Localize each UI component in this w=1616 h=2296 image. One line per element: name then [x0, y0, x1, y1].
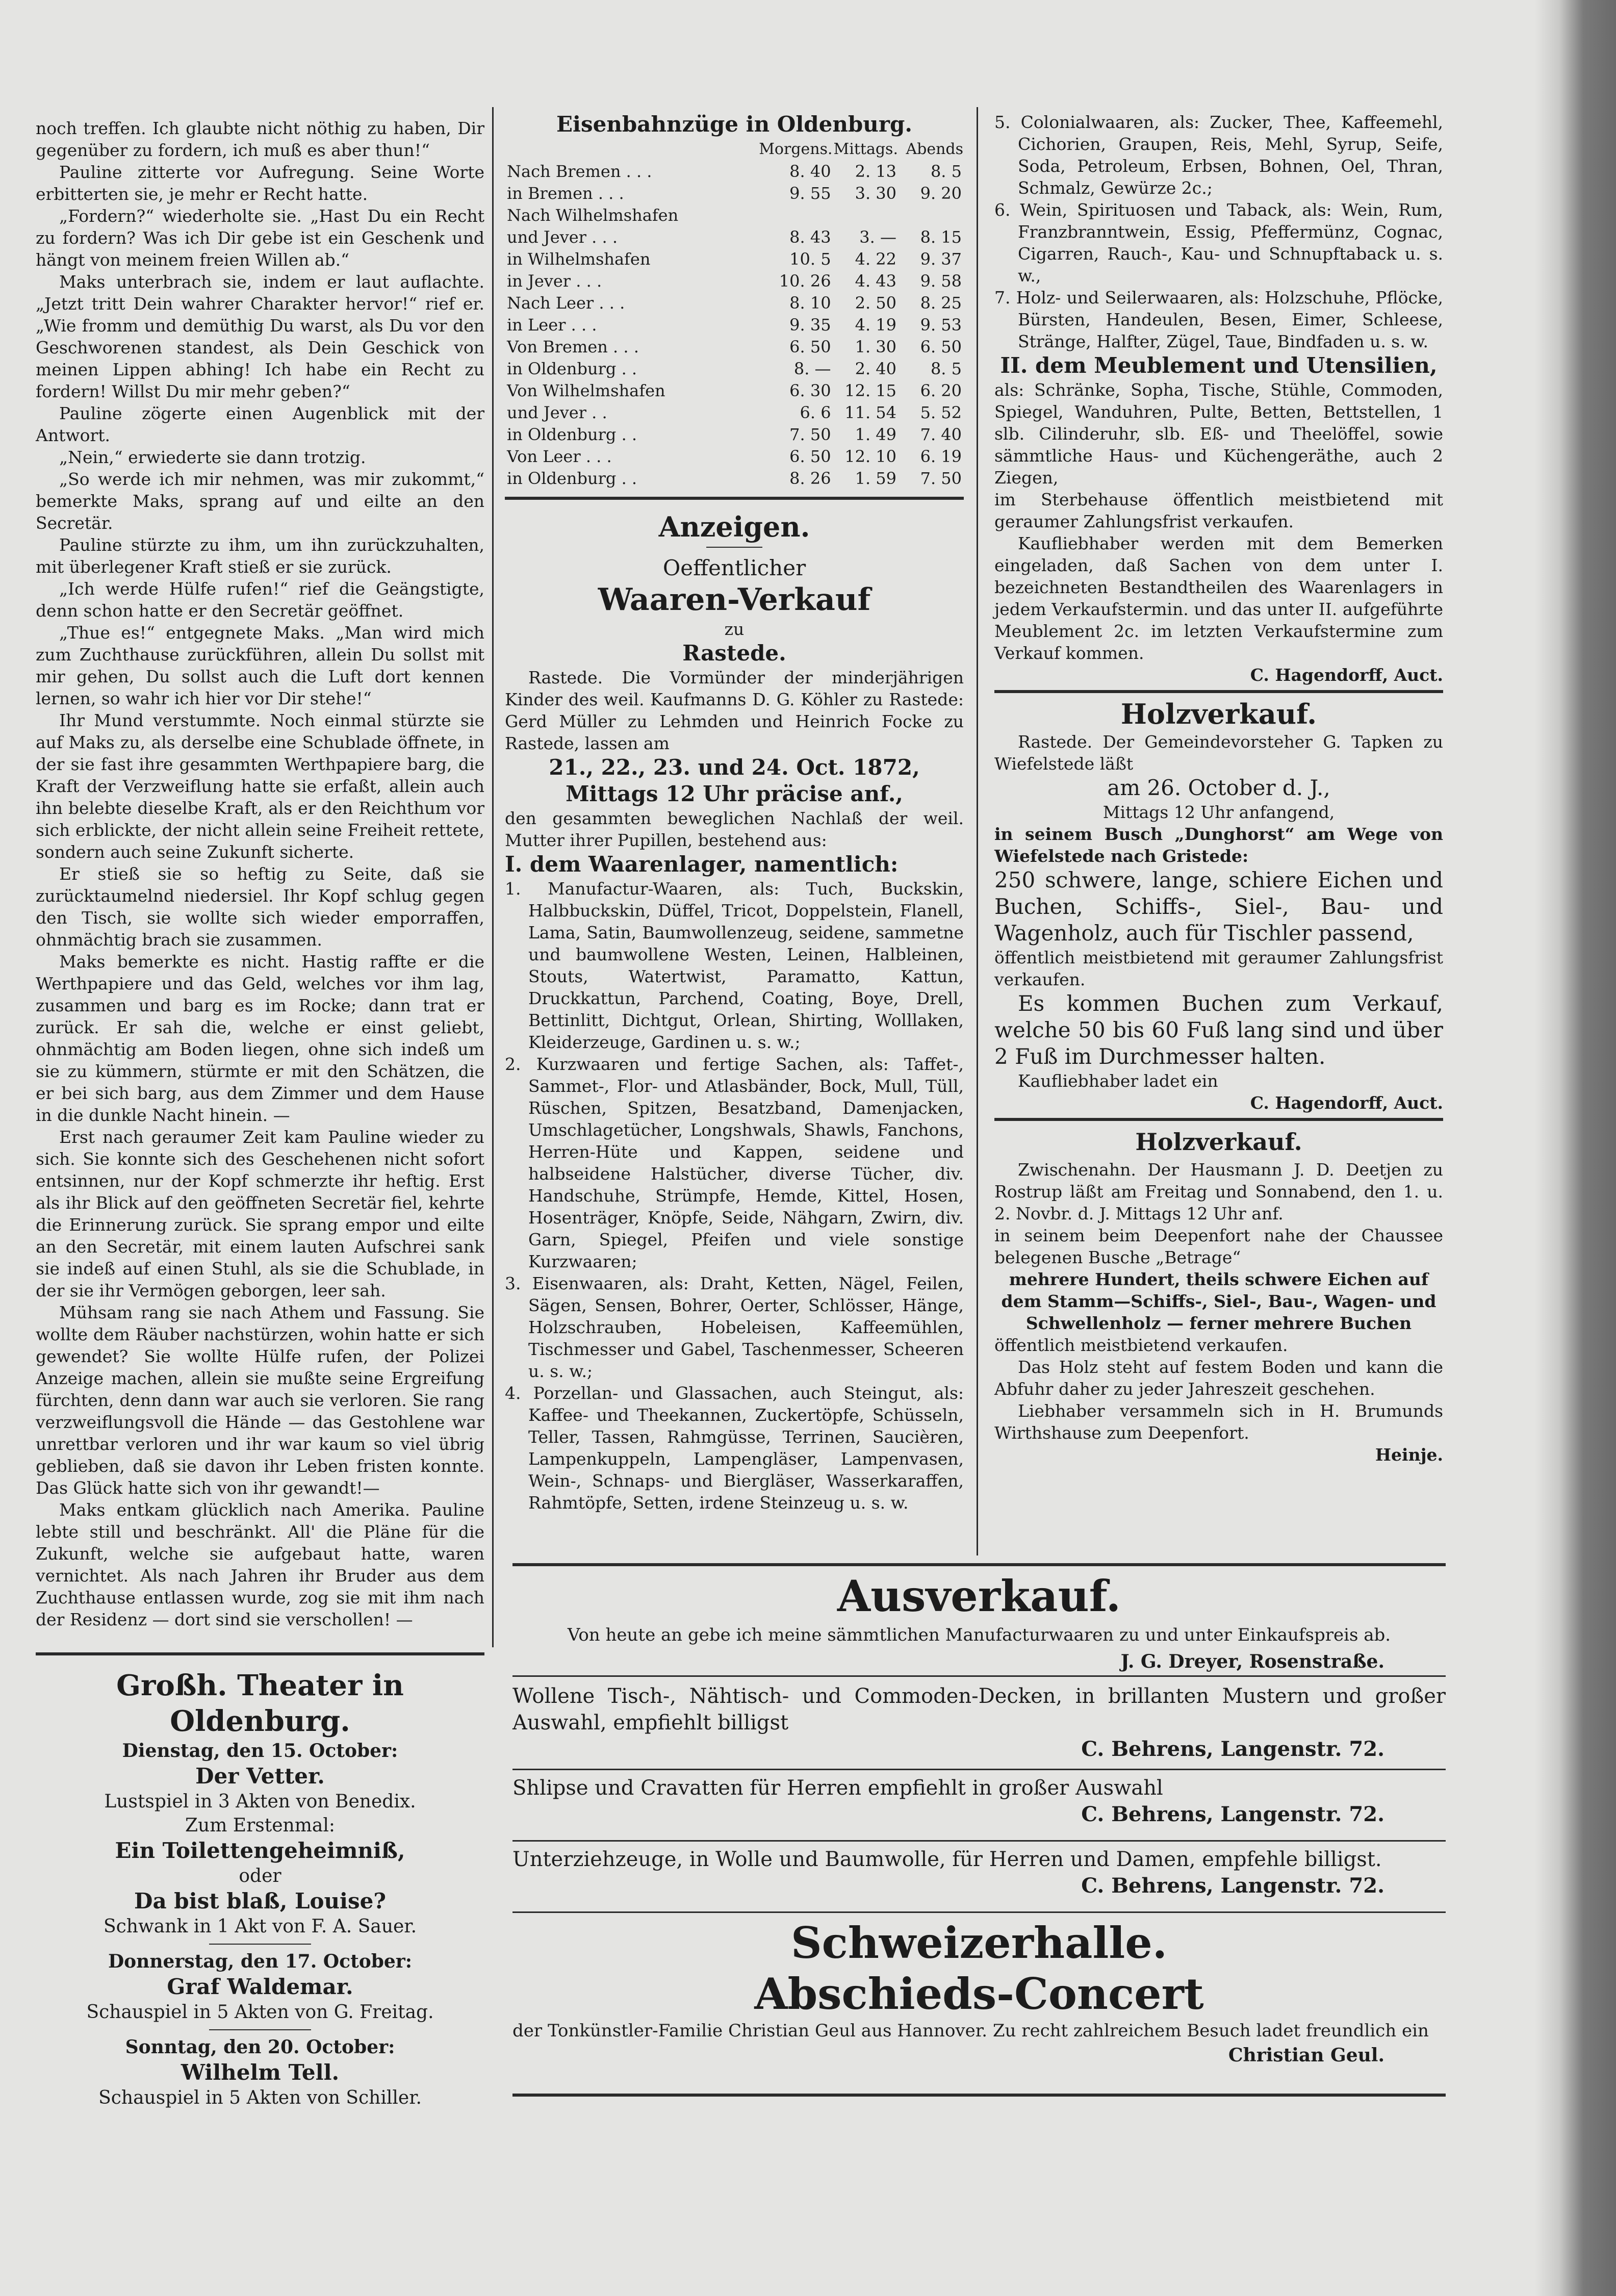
rail-route: und Jever . . . [507, 227, 618, 247]
ad-signature: C. Hagendorff, Auct. [1250, 665, 1443, 685]
rail-row [505, 424, 964, 446]
rail-route: in Oldenburg . . [507, 359, 637, 378]
rail-time: 8. 40 [789, 162, 831, 181]
story-text [36, 117, 484, 1630]
rail-time: 9. 58 [920, 271, 962, 291]
ad-schweizerhalle [512, 1918, 1446, 2069]
rail-time: 9. 20 [920, 184, 962, 203]
rail-time: 8. 5 [930, 359, 962, 378]
theatre-play: Wilhelm Tell. [181, 2060, 340, 2085]
story-paragraph: „Ich werde Hülfe rufen!“ rief die Geängstigte, denn schon hatte er den Secretär geöffnet. [36, 579, 484, 621]
sale-item-list [994, 111, 1443, 352]
ad-goods: mehrere Hundert, theils schwere Eichen auf dem Stamm—Schiffs-, Siel-, Bau-, Wagen- und Schwellenholz — ferner mehrere Buchen [1001, 1269, 1437, 1333]
ad-title: Holzverkauf. [1120, 698, 1317, 730]
rail-route: in Wilhelmshafen [507, 249, 651, 269]
ad-text: Das Holz steht auf festem Boden und kann die Abfuhr daher zu jeder Jahreszeit geschehen. [994, 1357, 1443, 1399]
sale-item: 7. Holz- und Seilerwaaren, als: Holzschuhe, Pflöcke, Bürsten, Handeulen, Besen, Eimer, Schleese, Stränge, Halfter, Zügel, Taue, Bindfaden u. s. w. [994, 288, 1443, 351]
rail-row [505, 314, 964, 336]
theatre-listing [36, 1668, 484, 2110]
ad-title: Waaren-Verkauf [598, 582, 871, 618]
ad-date: am 26. October d. J., [1107, 775, 1330, 800]
rail-time: 8. 26 [789, 469, 831, 488]
rail-row [505, 270, 964, 292]
rail-time: 8. 43 [789, 227, 831, 247]
rail-row [505, 402, 964, 424]
divider [512, 1675, 1446, 1677]
ad-title: Holzverkauf. [1135, 1128, 1302, 1156]
theatre-play: Der Vetter. [195, 1764, 325, 1789]
rail-route: Nach Leer . . . [507, 293, 625, 313]
theatre-desc: Schauspiel in 5 Akten von Schiller. [98, 2087, 422, 2108]
rail-row [505, 248, 964, 270]
rail-route: in Bremen . . . [507, 184, 624, 203]
rail-time: 6. 50 [789, 447, 831, 466]
rail-time: 6. 50 [789, 337, 831, 356]
rail-route: Nach Bremen . . . [507, 162, 652, 181]
rail-time: 7. 50 [920, 469, 962, 488]
theatre-title: Großh. Theater in Oldenburg. [116, 1669, 404, 1738]
rail-route: in Leer . . . [507, 315, 597, 335]
rail-time [833, 205, 899, 226]
rail-time: 6. 6 [800, 403, 831, 422]
ad-text: Rastede. Die Vormünder der minderjährigen Kinder des weil. Kaufmanns D. G. Köhler zu Rastede: Gerd Müller zu Lehmden und Heinrich Focke zu Rastede, lassen am [505, 668, 964, 753]
ad-text: Kaufliebhaber werden mit dem Bemerken eingeladen, daß Sachen von dem unter I. bezeichneten Bestandtheilen des Waarenlagers in jedem Verkaufstermin. und das unter II. aufgeführte Meublement 2c. im letzten Verkaufstermine zum Verkauf kommen. [994, 533, 1443, 663]
sale-item: 2. Kurzwaaren und fertige Sachen, als: Taffet-, Sammet-, Flor- und Atlasbänder, Bock, Mull, Tüll, Rüschen, Spitzen, Besatzband, Damenjacken, Umschlagetücher, Longshwals, Shawls, Fanchons, Herren-Hüte und Kappen, seidene und halbseidene Halstücher, diverse Tücher, div. Handschuhe, Strümpfe, Hemde, Kittel, Hosen, Hosenträger, Knöpfe, Seide, Nähgarn, Zwirn, div. Garn, Spiegel, Pfeifen und viele sonstige Kurzwaaren; [505, 1054, 964, 1271]
theatre-play: Ein Toilettengeheimniß, [115, 1838, 405, 1863]
rail-time: 8. 15 [920, 227, 962, 247]
column-story [36, 117, 484, 1630]
story-paragraph: Mühsam rang sie nach Athem und Fassung. Sie wollte dem Räuber nachstürzen, wohin hatte er sich gewendet? Sie wollte Hülfe rufen, der Polizei Anzeige machen, allein sie mußte seine Ergreifung fürchten, denn dann war auch sie verloren. Sie rang verzweiflungsvoll die Hände — das Gestohlene war unrettbar verloren und ihr war kaum so viel übrig geblieben, daß sie davon ihr Leben fristen konnte. Das Glück hatte sich von ihr gewandt!— [36, 1303, 484, 1498]
ad-text: als: Schränke, Sopha, Tische, Stühle, Commoden, Spiegel, Wanduhren, Pulte, Betten, Bettstellen, 1 slb. Cilinderuhr, slb. Eß- und Theelöffel, sowie sämmtliche Haus- und Küchengeräthe, auch 2 Ziegen, [994, 380, 1443, 488]
sale-item: 3. Eisenwaaren, als: Draht, Ketten, Nägel, Feilen, Sägen, Sensen, Bohrer, Oerter, Schlösser, Hänge, Holzschrauben, Hobeleisen, Kaffeemühlen, Tischmesser und Gabel, Taschenmesser, Scheeren u. s. w.; [505, 1273, 964, 1381]
rail-time: 1. 59 [855, 469, 896, 488]
story-paragraph: „Fordern?“ wiederholte sie. „Hast Du ein Recht zu fordern? Was ich Dir gebe ist ein Geschenk und hängt von meinem freien Willen ab.“ [36, 206, 484, 270]
rail-time: 3. 30 [855, 184, 896, 203]
rail-time: 12. 15 [844, 381, 896, 400]
ad-text: zu [724, 619, 745, 639]
rail-time [899, 205, 964, 226]
ad-time: Mittags 12 Uhr präcise anf., [566, 781, 903, 806]
ad-signature: C. Behrens, Langenstr. 72. [1081, 1737, 1384, 1761]
rail-row [505, 226, 964, 248]
ad-text: öffentlich meistbietend mit geraumer Zahlungsfrist verkaufen. [994, 948, 1443, 989]
ad-pretitle: Oeffentlicher [662, 555, 806, 580]
rail-time: 4. 22 [855, 249, 896, 269]
ad-behrens-unterzieh [512, 1846, 1446, 1899]
rail-time: 11. 54 [844, 403, 896, 422]
story-paragraph: Maks entkam glücklich nach Amerika. Pauline lebte still und beschränkt. All' die Pläne für die Zukunft, welche sie aufgebaut hatte, waren vernichtet. Als nach Jahren ihr Bruder aus dem Zuchthause entlassen wurde, zog sie mit ihm nach der Residenz — dort sind sie verschollen! — [36, 1500, 484, 1629]
rail-time: 9. 53 [920, 315, 962, 335]
rail-time: 5. 52 [920, 403, 962, 422]
ad-signature: C. Behrens, Langenstr. 72. [1081, 1874, 1384, 1898]
ad-signature: J. G. Dreyer, Rosenstraße. [1120, 1651, 1384, 1672]
rail-time: 6. 20 [920, 381, 962, 400]
rail-time: 7. 40 [920, 425, 962, 444]
ad-goods: 250 schwere, lange, schiere Eichen und Buchen, Schiffs-, Siel-, Bau- und Wagenholz, auch für Tischler passend, [994, 868, 1443, 946]
theatre-desc: Lustspiel in 3 Akten von Benedix. [104, 1791, 416, 1812]
ad-place: in seinem beim Deepenfort nahe der Chaussee belegenen Busche „Betrage“ [994, 1226, 1443, 1267]
rail-time: 10. 5 [789, 249, 831, 269]
rail-time [758, 205, 833, 226]
rail-row [505, 205, 964, 226]
rail-time: 4. 43 [855, 271, 896, 291]
ad-time: Mittags 12 Uhr anfangend, [1102, 802, 1335, 822]
rail-time: 9. 37 [920, 249, 962, 269]
theatre-play: Graf Waldemar. [167, 1974, 353, 1999]
rail-route: Von Bremen . . . [507, 337, 639, 356]
rail-time: 6. 30 [789, 381, 831, 400]
rail-row [505, 468, 964, 490]
rail-time: 1. 30 [855, 337, 896, 356]
rail-time: 2. 50 [855, 293, 896, 313]
divider [994, 690, 1443, 693]
ad-signature: C. Hagendorff, Auct. [1250, 1093, 1443, 1113]
rail-route: in Oldenburg . . [507, 469, 637, 488]
rail-row [505, 292, 964, 314]
ad-ausverkauf [512, 1571, 1446, 1675]
ad-text: Es kommen Buchen zum Verkauf, welche 50 bis 60 Fuß lang sind und über 2 Fuß im Durchmesser halten. [994, 991, 1443, 1069]
divider [512, 1911, 1446, 1913]
ad-text: Rastede. Der Gemeindevorsteher G. Tapken zu Wiefelstede läßt [994, 732, 1443, 774]
rail-title: Eisenbahnzüge in Oldenburg. [556, 112, 912, 137]
rail-time: 9. 35 [789, 315, 831, 335]
rail-time: 12. 10 [844, 447, 896, 466]
story-paragraph: „Nein,“ erwiederte sie dann trotzig. [59, 447, 366, 467]
theatre-date: Dienstag, den 15. October: [122, 1740, 398, 1762]
ad-section: I. dem Waarenlager, namentlich: [505, 852, 899, 877]
page-edge [1535, 0, 1616, 2296]
ad-text: Wollene Tisch-, Nähtisch- und Commoden-Decken, in brillanten Mustern und großer Auswahl, empfiehlt billigst [512, 1685, 1446, 1734]
rail-header [505, 138, 758, 161]
theatre-date: Donnerstag, den 17. October: [108, 1951, 413, 1972]
ad-signature: Christian Geul. [1228, 2045, 1384, 2066]
theatre-oder: oder [239, 1866, 281, 1886]
column-rule [977, 107, 978, 1555]
divider [512, 1840, 1446, 1842]
column-ads-right [994, 111, 1443, 1466]
divider [706, 547, 762, 548]
ad-place: Rastede. [682, 641, 786, 666]
rail-route: in Oldenburg . . [507, 425, 637, 444]
rail-time: 7. 50 [789, 425, 831, 444]
theatre-date: Sonntag, den 20. October: [125, 2036, 395, 2058]
rail-time: 4. 19 [855, 315, 896, 335]
rail-row [505, 358, 964, 380]
ad-text: den gesammten beweglichen Nachlaß der weil. Mutter ihrer Pupillen, bestehend aus: [505, 808, 964, 850]
story-paragraph: „So werde ich mir nehmen, was mir zukommt,“ bemerkte Maks, sprang auf und eilte an den Secretär. [36, 469, 484, 533]
ad-text: der Tonkünstler-Familie Christian Geul aus Hannover. Zu recht zahlreichem Besuch ladet freundlich ein [512, 2021, 1429, 2041]
ad-signature: Heinje. [1375, 1445, 1443, 1465]
ad-signature: C. Behrens, Langenstr. 72. [1081, 1802, 1384, 1826]
ad-title: Ausverkauf. [837, 1571, 1121, 1621]
divider [512, 1769, 1446, 1770]
rail-route: in Jever . . . [507, 271, 602, 291]
rail-time: 8. 5 [930, 162, 962, 181]
theatre-desc: Schauspiel in 5 Akten von G. Freitag. [86, 2002, 434, 2023]
theatre-desc: Schwank in 1 Akt von F. A. Sauer. [103, 1916, 417, 1937]
divider [994, 1118, 1443, 1121]
theatre-note: Zum Erstenmal: [185, 1815, 335, 1836]
ad-text: Zwischenahn. Der Hausmann J. D. Deetjen zu Rostrup läßt am Freitag und Sonnabend, den 1. u. 2. Novbr. d. J. Mittags 12 Uhr anf. [994, 1160, 1443, 1223]
rail-row [505, 336, 964, 358]
story-paragraph: Pauline stürzte zu ihm, um ihn zurückzuhalten, mit überlegener Kraft stieß er sie zurück. [36, 535, 484, 577]
sale-item: 6. Wein, Spirituosen und Taback, als: Wein, Rum, Franzbranntwein, Essig, Pfeffermünz, Cognac, Cigarren, Rauch-, Kau- und Schnupftaback u. s. w., [994, 200, 1443, 286]
divider [512, 2094, 1446, 2097]
ad-dates: 21., 22., 23. und 24. Oct. 1872, [549, 755, 920, 780]
rail-route: Von Wilhelmshafen [507, 381, 665, 400]
story-paragraph: Erst nach geraumer Zeit kam Pauline wieder zu sich. Sie konnte sich des Geschehenen nicht sofort entsinnen, nur der Kopf schmerzte ihr heftig. Erst als ihr Blick auf den geöffneten Secretär fiel, kehrte die Erinnerung zurück. Sie sprang empor und eilte an den Secretär, mit einem lauten Aufschrei sank sie indeß auf einen Stuhl, als sie die Schublade, in der sie ihr Vermögen geborgen, leer sah. [36, 1127, 484, 1300]
rail-route: Von Leer . . . [507, 447, 612, 466]
rail-route: und Jever . . [507, 403, 607, 422]
ad-text: Unterziehzeuge, in Wolle und Baumwolle, für Herren und Damen, empfehle billigst. [512, 1848, 1382, 1871]
ad-text: Shlipse und Cravatten für Herren empfiehlt in großer Auswahl [512, 1776, 1163, 1800]
divider [209, 2029, 311, 2030]
rail-time: 2. 13 [855, 162, 896, 181]
story-paragraph: Pauline zögerte einen Augenblick mit der Antwort. [36, 403, 484, 445]
ad-subtitle: Abschieds-Concert [754, 1969, 1204, 2019]
rail-time: 1. 49 [855, 425, 896, 444]
rail-row [505, 446, 964, 468]
theatre-play: Da bist blaß, Louise? [134, 1889, 386, 1914]
rail-time: 8. 25 [920, 293, 962, 313]
divider [505, 497, 964, 500]
ad-text: Von heute an gebe ich meine sämmtlichen Manufacturwaaren zu und unter Einkaufspreis ab. [567, 1625, 1391, 1645]
rail-header: Abends [906, 140, 963, 158]
rail-row [505, 183, 964, 205]
story-paragraph: Ihr Mund verstummte. Noch einmal stürzte sie auf Maks zu, als derselbe eine Schublade öffnete, in der sie fast ihre gesammten Werthpapiere barg, die Kraft der Verzweiflung hatte sie erfaßt, allein auch ihn belebte dieselbe Kraft, als er den Reichthum vor sich erblickte, der nicht allein seine Freiheit rettete, sondern auch seine Zukunft sicherte. [36, 710, 484, 862]
rail-time: 3. — [859, 227, 896, 247]
rail-time: 10. 26 [779, 271, 831, 291]
rail-time: 6. 19 [920, 447, 962, 466]
story-paragraph: Maks bemerkte es nicht. Hastig raffte er die Werthpapiere und das Geld, welches vor ihm lag, zusammen und barg es im Rocke; dann trat er zurück. Er sah die, welche er einst geliebt, ohnmächtig am Boden liegen, ohne sich indeß um sie zu kümmern, stürmte er mit den Schätzen, die er bei sich barg, aus dem Zimmer und dem Hause in die dunkle Nacht hinein. — [36, 952, 484, 1125]
ad-text: im Sterbehause öffentlich meistbietend mit geraumer Zahlungsfrist verkaufen. [994, 490, 1443, 531]
rail-route: Nach Wilhelmshafen [507, 206, 679, 225]
column-ads-middle [505, 111, 964, 1514]
rail-time: 8. 10 [789, 293, 831, 313]
ad-place: in seinem Busch „Dunghorst“ am Wege von Wiefelstede nach Gristede: [994, 824, 1443, 866]
rail-time: 2. 40 [855, 359, 896, 378]
ad-title: Schweizerhalle. [791, 1918, 1167, 1968]
rail-time: 9. 55 [789, 184, 831, 203]
rail-time: 6. 50 [920, 337, 962, 356]
rail-timetable [505, 138, 964, 490]
ad-text: Liebhaber versammeln sich in H. Brumunds Wirthshause zum Deepenfort. [994, 1401, 1443, 1443]
rail-time: 8. — [793, 359, 831, 378]
ad-section: II. dem Meublement und Utensilien, [1000, 353, 1438, 378]
ad-behrens-decken [512, 1683, 1446, 1763]
story-paragraph: „Thue es!“ entgegnete Maks. „Man wird mich zum Zuchthause zurückführen, allein Du sollst mit mir gehen, Du sollst auch die Luft dort kennen lernen, so wahr ich hier vor Dir stehe!“ [36, 623, 484, 708]
sale-item-list [505, 878, 964, 1514]
ad-behrens-shlipse [512, 1775, 1446, 1828]
ad-text: Kaufliebhaber ladet ein [1018, 1071, 1218, 1091]
sale-item: 1. Manufactur-Waaren, als: Tuch, Buckskin, Halbbuckskin, Düffel, Tricot, Doppelstein, Flanell, Lama, Satin, Baumwollenzeug, seidene, sammetne und baumwollene Westen, Leinen, Halbleinen, Stouts, Watertwist, Paramatto, Kattun, Druckkattun, Parchend, Coating, Boye, Drell, Bettinlitt, Dichtgut, Orlean, Shirting, Wolllaken, Kleiderzeuge, Gardinen u. s. w.; [505, 879, 964, 1052]
ad-text: öffentlich meistbietend verkaufen. [994, 1335, 1288, 1355]
sale-item: 4. Porzellan- und Glassachen, auch Steingut, als: Kaffee- und Theekannen, Zuckertöpfe, Schüsseln, Teller, Tassen, Rahmgüsse, Terrinen, Saucièren, Lampenkuppeln, Lampengläser, Lampenvasen, Wein-, Schnaps- und Biergläser, Wasserkaraffen, Rahmtöpfe, Setten, irdene Steinzeug u. s. w. [505, 1383, 964, 1513]
story-paragraph: Pauline zitterte vor Aufregung. Seine Worte erbitterten sie, je mehr er Recht hatte. [36, 162, 484, 204]
divider [209, 1944, 311, 1945]
rail-row [505, 161, 964, 183]
rail-row [505, 380, 964, 402]
rail-header: Morgens. [759, 140, 833, 158]
divider [36, 1652, 484, 1655]
rail-header: Mittags. [833, 140, 898, 158]
divider [512, 1563, 1446, 1566]
story-paragraph: Maks unterbrach sie, indem er laut auflachte. „Jetzt tritt Dein wahrer Charakter hervor!“ rief er. „Wie fromm und demüthig Du warst, als Du vor den Geschworenen standest, als Dein Geschick von meinen Lippen abhing! Ich habe ein Recht zu fordern! Willst Du mir mehr geben?“ [36, 272, 484, 401]
story-paragraph: noch treffen. Ich glaubte nicht nöthig zu haben, Dir gegenüber zu fordern, ich muß es aber thun!“ [36, 118, 484, 160]
column-rule [492, 107, 494, 1647]
ads-heading: Anzeigen. [658, 511, 810, 543]
story-paragraph: Er stieß sie so heftig zu Seite, daß sie zurücktaumelnd niedersiel. Ihr Kopf schlug gegen den Tisch, sie wollte sich wieder emporraffen, ohnmächtig brach sie zusammen. [36, 864, 484, 950]
sale-item: 5. Colonialwaaren, als: Zucker, Thee, Kaffeemehl, Cichorien, Graupen, Reis, Mehl, Syrup, Seife, Soda, Petroleum, Erbsen, Bohnen, Oel, Thran, Schmalz, Gewürze 2c.; [994, 112, 1443, 198]
